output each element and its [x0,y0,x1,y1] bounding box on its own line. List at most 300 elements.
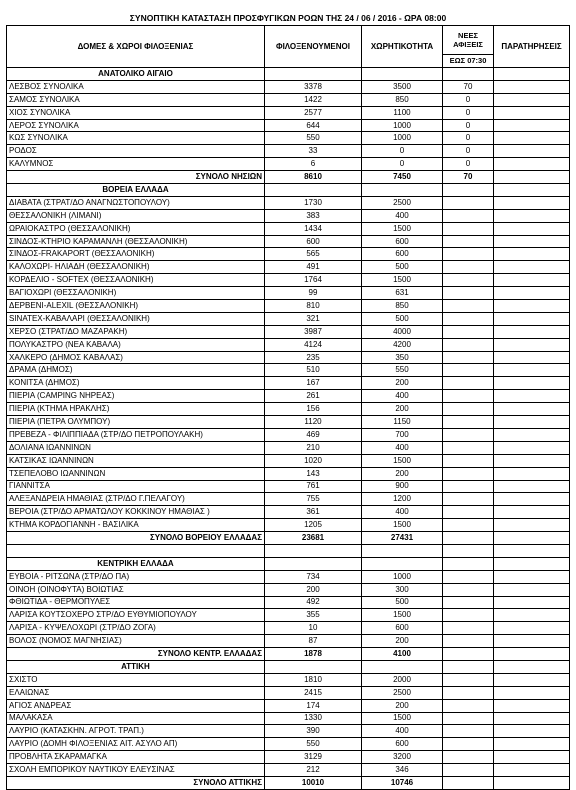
hosted-count: 383 [265,209,362,222]
structure-name: ΑΓΙΟΣ ΑΝΔΡΕΑΣ [7,699,265,712]
header-hosted: ΦΙΛΟΞΕΝΟΥΜΕΝΟΙ [265,26,362,68]
structure-name: ΣΙΝΔΟΣ-ΚΤΗΡΙΟ ΚΑΡΑΜΑΝΛΗ (ΘΕΣΣΑΛΟΝΙΚΗ) [7,235,265,248]
header-new-arrivals-time: ΕΩΣ 07:30 [443,55,494,68]
structure-name: ΛΑΥΡΙΟ (ΔΟΜΗ ΦΙΛΟΞΕΝΙΑΣ ΑΙΤ. ΑΣΥΛΟ ΑΠ) [7,738,265,751]
remarks-cell [494,583,570,596]
new-arrivals-value [443,570,494,583]
table-row [7,751,570,764]
remarks-cell [494,596,570,609]
capacity-value: 400 [362,390,443,403]
remarks-cell [494,145,570,158]
remarks-cell [494,338,570,351]
remarks-cell [494,351,570,364]
hosted-count: 261 [265,390,362,403]
empty-cell [494,544,570,557]
capacity-value: 1500 [362,712,443,725]
report-table [6,11,570,790]
hosted-count: 321 [265,312,362,325]
remarks-cell [494,660,570,673]
hosted-count: 2577 [265,106,362,119]
new-arrivals-value [443,686,494,699]
capacity-value [362,184,443,197]
capacity-value: 1500 [362,454,443,467]
remarks-cell [494,248,570,261]
hosted-count: 761 [265,480,362,493]
hosted-count: 167 [265,377,362,390]
table-row [7,248,570,261]
structure-name: ΛΕΣΒΟΣ ΣΥΝΟΛΙΚΑ [7,80,265,93]
new-arrivals-value [443,751,494,764]
table-row [7,403,570,416]
capacity-value: 850 [362,93,443,106]
table-row [7,132,570,145]
capacity-value: 1200 [362,493,443,506]
table-row [7,158,570,171]
hosted-count [265,660,362,673]
empty-cell [443,544,494,557]
structure-name: ΔΡΑΜΑ (ΔΗΜΟΣ) [7,364,265,377]
structure-name: ΚΤΗΜΑ ΚΟΡΔΟΓΙΑΝΝΗ - ΒΑΣΙΛΙΚΑ [7,519,265,532]
structure-name: ΣΧΟΛΗ ΕΜΠΟΡΙΚΟΥ ΝΑΥΤΙΚΟΥ ΕΛΕΥΣΙΝΑΣ [7,764,265,777]
remarks-cell [494,725,570,738]
new-arrivals-value [443,725,494,738]
new-arrivals-value [443,738,494,751]
remarks-cell [494,403,570,416]
hosted-count: 1764 [265,274,362,287]
new-arrivals-value [443,416,494,429]
new-arrivals-value [443,364,494,377]
structure-name: ΣΙΝΔΟΣ-FRAKAPORT (ΘΕΣΣΑΛΟΝΙΚΗ) [7,248,265,261]
remarks-cell [494,377,570,390]
hosted-count: 143 [265,467,362,480]
capacity-value: 1000 [362,132,443,145]
total-label: ΣΥΝΟΛΟ ΚΕΝΤΡ. ΕΛΛΑΔΑΣ [7,648,265,661]
capacity-value: 1000 [362,119,443,132]
structure-name: ΠΙΕΡΙΑ (CAMPING ΝΗΡΕΑΣ) [7,390,265,403]
hosted-count: 174 [265,699,362,712]
hosted-count: 23681 [265,532,362,545]
remarks-cell [494,261,570,274]
capacity-value [362,68,443,81]
structure-name: ΠΟΛΥΚΑΣΤΡΟ (ΝΕΑ ΚΑΒΑΛΑ) [7,338,265,351]
hosted-count: 99 [265,287,362,300]
capacity-value [362,557,443,570]
structure-name: ΚΟΝΙΤΣΑ (ΔΗΜΟΣ) [7,377,265,390]
capacity-value: 200 [362,467,443,480]
table-row [7,428,570,441]
table-row [7,274,570,287]
capacity-value: 500 [362,596,443,609]
structure-name: ΣΑΜΟΣ ΣΥΝΟΛΙΚΑ [7,93,265,106]
remarks-cell [494,635,570,648]
structure-name: ΣΧΙΣΤΟ [7,673,265,686]
capacity-value: 700 [362,428,443,441]
remarks-cell [494,751,570,764]
structure-name: ΔΟΛΙΑΝΑ ΙΩΑΝΝΙΝΩΝ [7,441,265,454]
structure-name: ΛΑΡΙΣΑ ΚΟΥΤΣΟΧΕΡΟ ΣΤΡ/ΔΟ ΕΥΘΥΜΙΟΠΟΥΛΟΥ [7,609,265,622]
new-arrivals-value [443,493,494,506]
new-arrivals-value [443,261,494,274]
table-row [7,519,570,532]
table-row [7,480,570,493]
new-arrivals-value: 0 [443,158,494,171]
new-arrivals-value [443,312,494,325]
capacity-value: 600 [362,248,443,261]
capacity-value: 900 [362,480,443,493]
hosted-count: 1730 [265,196,362,209]
new-arrivals-value: 0 [443,106,494,119]
remarks-cell [494,235,570,248]
remarks-cell [494,532,570,545]
table-row [7,635,570,648]
capacity-value: 2000 [362,673,443,686]
structure-name: ΛΑΥΡΙΟ (ΚΑΤΑΣΚΗΝ. ΑΓΡΟΤ. ΤΡΑΠ.) [7,725,265,738]
capacity-value: 0 [362,145,443,158]
hosted-count: 510 [265,364,362,377]
new-arrivals-value [443,428,494,441]
new-arrivals-value [443,519,494,532]
capacity-value: 200 [362,403,443,416]
new-arrivals-value [443,209,494,222]
capacity-value: 400 [362,441,443,454]
table-row [7,300,570,313]
remarks-cell [494,673,570,686]
new-arrivals-value [443,196,494,209]
capacity-value: 850 [362,300,443,313]
total-row [7,648,570,661]
structure-name: ΔΕΡΒΕΝΙ-ALEXIL (ΘΕΣΣΑΛΟΝΙΚΗ) [7,300,265,313]
new-arrivals-value [443,403,494,416]
capacity-value: 550 [362,364,443,377]
structure-name: ΧΙΟΣ ΣΥΝΟΛΙΚΑ [7,106,265,119]
remarks-cell [494,209,570,222]
capacity-value: 1000 [362,570,443,583]
remarks-cell [494,622,570,635]
new-arrivals-value [443,699,494,712]
section-row [7,557,570,570]
capacity-value: 300 [362,583,443,596]
new-arrivals-value [443,673,494,686]
new-arrivals-value [443,583,494,596]
remarks-cell [494,171,570,184]
hosted-count: 492 [265,596,362,609]
structure-name: ΡΟΔΟΣ [7,145,265,158]
total-row [7,532,570,545]
remarks-cell [494,416,570,429]
remarks-cell [494,158,570,171]
blank-row [7,544,570,557]
new-arrivals-value [443,351,494,364]
structure-name: ΩΡΑΙΟΚΑΣΤΡΟ (ΘΕΣΣΑΛΟΝΙΚΗ) [7,222,265,235]
new-arrivals-value [443,287,494,300]
empty-cell [362,544,443,557]
new-arrivals-value [443,300,494,313]
table-row [7,686,570,699]
new-arrivals-value [443,338,494,351]
new-arrivals-value [443,454,494,467]
structure-name: ΒΟΛΟΣ (ΝΟΜΟΣ ΜΑΓΝΗΣΙΑΣ) [7,635,265,648]
remarks-cell [494,364,570,377]
capacity-value: 0 [362,158,443,171]
capacity-value: 346 [362,764,443,777]
new-arrivals-value [443,532,494,545]
table-row [7,673,570,686]
remarks-cell [494,68,570,81]
remarks-cell [494,287,570,300]
table-row [7,287,570,300]
capacity-value: 3200 [362,751,443,764]
remarks-cell [494,106,570,119]
hosted-count: 3129 [265,751,362,764]
table-row [7,441,570,454]
hosted-count: 3987 [265,325,362,338]
remarks-cell [494,132,570,145]
capacity-value: 1500 [362,222,443,235]
structure-name: ΚΑΛΟΧΩΡΙ- ΗΛΙΑΔΗ (ΘΕΣΣΑΛΟΝΙΚΗ) [7,261,265,274]
hosted-count: 8610 [265,171,362,184]
remarks-cell [494,764,570,777]
table-row [7,416,570,429]
capacity-value: 400 [362,725,443,738]
structure-name: ΠΙΕΡΙΑ (ΚΤΗΜΑ ΗΡΑΚΛΗΣ) [7,403,265,416]
new-arrivals-value [443,648,494,661]
new-arrivals-value [443,764,494,777]
hosted-count: 6 [265,158,362,171]
capacity-value: 600 [362,622,443,635]
header-remarks: ΠΑΡΑΤΗΡΗΣΕΙΣ [494,26,570,68]
hosted-count: 1330 [265,712,362,725]
capacity-value: 631 [362,287,443,300]
capacity-value: 400 [362,506,443,519]
hosted-count: 87 [265,635,362,648]
remarks-cell [494,312,570,325]
hosted-count: 210 [265,441,362,454]
empty-cell [7,544,265,557]
table-row [7,467,570,480]
hosted-count: 1434 [265,222,362,235]
total-row [7,171,570,184]
remarks-cell [494,609,570,622]
capacity-value [362,660,443,673]
table-row [7,364,570,377]
remarks-cell [494,428,570,441]
table-row [7,390,570,403]
section-name: ΒΟΡΕΙΑ ΕΛΛΑΔΑ [7,184,265,197]
remarks-cell [494,222,570,235]
table-row [7,622,570,635]
table-row [7,712,570,725]
new-arrivals-value [443,377,494,390]
hosted-count [265,184,362,197]
remarks-cell [494,93,570,106]
remarks-cell [494,699,570,712]
section-name: ΑΝΑΤΟΛΙΚΟ ΑΙΓΑΙΟ [7,68,265,81]
capacity-value: 500 [362,261,443,274]
hosted-count [265,68,362,81]
hosted-count: 1878 [265,648,362,661]
structure-name: ΚΩΣ ΣΥΝΟΛΙΚΑ [7,132,265,145]
section-name: ΑΤΤΙΚΗ [7,660,265,673]
hosted-count: 810 [265,300,362,313]
structure-name: ΑΛΕΞΑΝΔΡΕΙΑ ΗΜΑΘΙΑΣ (ΣΤΡ/ΔΟ Γ.ΠΕΛΑΓΟΥ) [7,493,265,506]
capacity-value: 1150 [362,416,443,429]
capacity-value: 2500 [362,686,443,699]
empty-cell [265,544,362,557]
capacity-value: 10746 [362,776,443,789]
capacity-value: 200 [362,699,443,712]
capacity-value: 1500 [362,609,443,622]
table-row [7,209,570,222]
remarks-cell [494,480,570,493]
section-row [7,68,570,81]
table-row [7,609,570,622]
hosted-count: 755 [265,493,362,506]
table-row [7,196,570,209]
remarks-cell [494,454,570,467]
hosted-count: 361 [265,506,362,519]
total-label: ΣΥΝΟΛΟ ΒΟΡΕΙΟΥ ΕΛΛΑΔΑΣ [7,532,265,545]
hosted-count: 644 [265,119,362,132]
table-row [7,699,570,712]
structure-name: ΚΟΡΔΕΛΙΟ - SOFTEX (ΘΕΣΣΑΛΟΝΙΚΗ) [7,274,265,287]
new-arrivals-value [443,609,494,622]
new-arrivals-value [443,557,494,570]
hosted-count: 1205 [265,519,362,532]
structure-name: ΤΣΕΠΕΛΟΒΟ ΙΩΑΝΝΙΝΩΝ [7,467,265,480]
hosted-count: 469 [265,428,362,441]
capacity-value: 200 [362,377,443,390]
table-row [7,80,570,93]
structure-name: ΠΡΕΒΕΖΑ - ΦΙΛΙΠΠΙΑΔΑ (ΣΤΡ/ΔΟ ΠΕΤΡΟΠΟΥΛΑΚΗ) [7,428,265,441]
remarks-cell [494,184,570,197]
capacity-value: 400 [362,209,443,222]
new-arrivals-value: 0 [443,119,494,132]
table-row [7,764,570,777]
new-arrivals-value [443,222,494,235]
hosted-count: 10010 [265,776,362,789]
new-arrivals-value: 0 [443,145,494,158]
structure-name: ΟΙΝΟΗ (ΟΙΝΟΦΥΤΑ) ΒΟΙΩΤΙΑΣ [7,583,265,596]
hosted-count: 156 [265,403,362,416]
header-structures: ΔΟΜΕΣ & ΧΩΡΟΙ ΦΙΛΟΞΕΝΙΑΣ [7,26,265,68]
hosted-count: 2415 [265,686,362,699]
capacity-value: 3500 [362,80,443,93]
new-arrivals-value: 70 [443,171,494,184]
hosted-count: 600 [265,235,362,248]
structure-name: ΠΙΕΡΙΑ (ΠΕΤΡΑ ΟΛΥΜΠΟΥ) [7,416,265,429]
new-arrivals-value: 0 [443,132,494,145]
hosted-count: 565 [265,248,362,261]
hosted-count: 734 [265,570,362,583]
new-arrivals-value [443,248,494,261]
structure-name: SINATEX-ΚΑΒΑΛΑΡΙ (ΘΕΣΣΑΛΟΝΙΚΗ) [7,312,265,325]
table-row [7,738,570,751]
remarks-cell [494,441,570,454]
structure-name: ΕΛΑΙΩΝΑΣ [7,686,265,699]
table-row [7,377,570,390]
capacity-value: 7450 [362,171,443,184]
table-row [7,235,570,248]
structure-name: ΚΑΛΥΜΝΟΣ [7,158,265,171]
new-arrivals-value [443,235,494,248]
capacity-value: 1500 [362,274,443,287]
hosted-count: 1422 [265,93,362,106]
remarks-cell [494,300,570,313]
table-row [7,145,570,158]
table-row [7,222,570,235]
total-label: ΣΥΝΟΛΟ ΝΗΣΙΩΝ [7,171,265,184]
section-row [7,660,570,673]
new-arrivals-value [443,712,494,725]
remarks-cell [494,570,570,583]
hosted-count: 1020 [265,454,362,467]
header-row [7,26,570,55]
structure-name: ΛΕΡΟΣ ΣΥΝΟΛΙΚΑ [7,119,265,132]
structure-name: ΦΘΙΩΤΙΔΑ - ΘΕΡΜΟΠΥΛΕΣ [7,596,265,609]
capacity-value: 600 [362,738,443,751]
new-arrivals-value: 0 [443,93,494,106]
table-row [7,493,570,506]
structure-name: ΚΑΤΣΙΚΑΣ ΙΩΑΝΝΙΝΩΝ [7,454,265,467]
hosted-count [265,557,362,570]
table-row [7,338,570,351]
remarks-cell [494,519,570,532]
new-arrivals-value [443,660,494,673]
hosted-count: 3378 [265,80,362,93]
hosted-count: 212 [265,764,362,777]
hosted-count: 33 [265,145,362,158]
capacity-value: 4100 [362,648,443,661]
header-capacity: ΧΩΡΗΤΙΚΟΤΗΤΑ [362,26,443,68]
hosted-count: 4124 [265,338,362,351]
new-arrivals-value [443,596,494,609]
remarks-cell [494,506,570,519]
new-arrivals-value [443,68,494,81]
table-row [7,93,570,106]
new-arrivals-value [443,390,494,403]
table-row [7,351,570,364]
header-new-arrivals: ΝΕΕΣ ΑΦΙΞΕΙΣ [443,26,494,55]
table-row [7,261,570,274]
table-row [7,325,570,338]
remarks-cell [494,390,570,403]
remarks-cell [494,80,570,93]
total-label: ΣΥΝΟΛΟ ΑΤΤΙΚΗΣ [7,776,265,789]
new-arrivals-value [443,441,494,454]
capacity-value: 2500 [362,196,443,209]
remarks-cell [494,325,570,338]
structure-name: ΧΑΛΚΕΡΟ (ΔΗΜΟΣ ΚΑΒΑΛΑΣ) [7,351,265,364]
table-row [7,570,570,583]
capacity-value: 200 [362,635,443,648]
table-row [7,596,570,609]
capacity-value: 500 [362,312,443,325]
hosted-count: 550 [265,738,362,751]
remarks-cell [494,196,570,209]
remarks-cell [494,119,570,132]
hosted-count: 1810 [265,673,362,686]
structure-name: ΧΕΡΣΟ (ΣΤΡΑΤ/ΔΟ ΜΑΖΑΡΑΚΗ) [7,325,265,338]
hosted-count: 200 [265,583,362,596]
capacity-value: 4000 [362,325,443,338]
table-row [7,725,570,738]
report-title-row [7,11,570,26]
structure-name: ΜΑΛΑΚΑΣΑ [7,712,265,725]
remarks-cell [494,648,570,661]
new-arrivals-value [443,506,494,519]
capacity-value: 27431 [362,532,443,545]
section-row [7,184,570,197]
